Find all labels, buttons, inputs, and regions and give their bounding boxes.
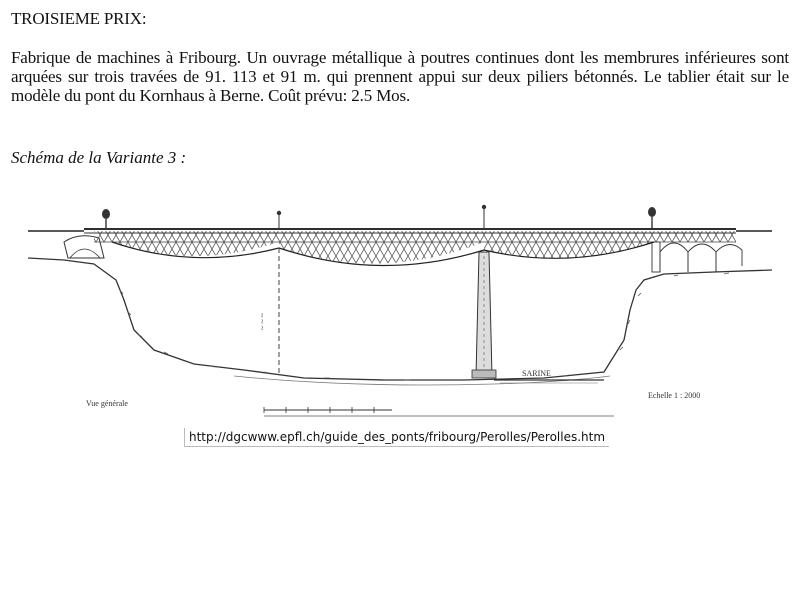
left-abutment [28,231,104,258]
figure-caption: Schéma de la Variante 3 : [11,148,187,167]
valley-terrain [28,258,772,385]
left-pier [258,248,279,376]
description-paragraph: Fabrique de machines à Fribourg. Un ouvrage métallique à poutres continues dont les membrures inférieures sont arquées sur trois travées de 91. 113 et 91 m. qui prennent appui sur deux piliers bétonnés. Le tablier était sur le modèle du pont du Kornhaus à Berne. Coût prévu: 2.5 Mos. [11,48,789,105]
scale-bar [264,407,614,416]
scale-label: Echelle 1 : 2000 [648,391,701,400]
bridge-elevation-drawing [24,200,776,430]
right-pier [472,252,496,378]
svg-text:~ ~ ~: ~ ~ ~ [258,313,267,330]
section-heading: TROISIEME PRIX: [11,9,147,28]
lamp-posts [102,205,656,229]
river-label: SARINE [522,369,551,378]
source-url: http://dgcwww.epfl.ch/guide_des_ponts/fribourg/Perolles/Perolles.htm [184,428,609,447]
continuous-truss [94,231,736,291]
river [494,369,604,383]
general-view-label: Vue générale [86,399,128,408]
